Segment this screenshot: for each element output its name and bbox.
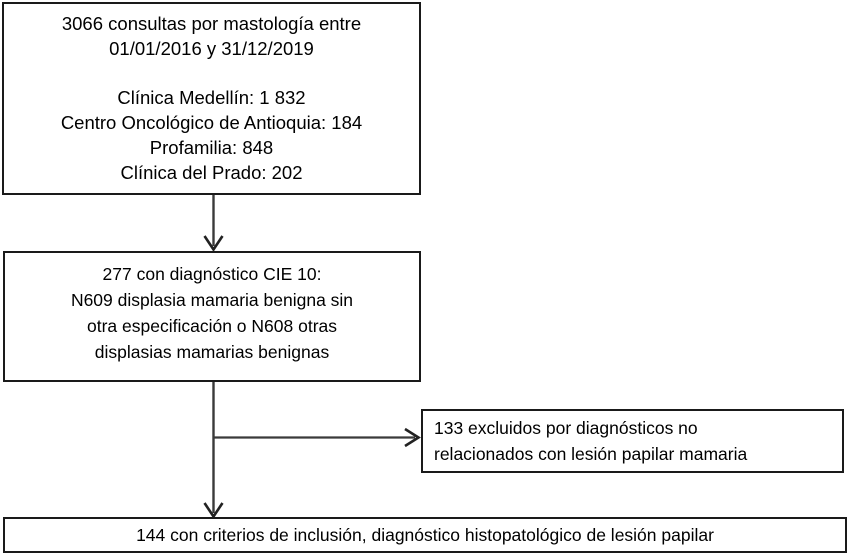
source-header-line-1: 3066 consultas por mastología entre: [61, 12, 362, 34]
spacer: [14, 61, 409, 85]
source-site-clinica-medellin: Clínica Medellín: 1 832: [117, 86, 306, 108]
source-site-clinica-del-prado: Clínica del Prado: 202: [120, 161, 303, 183]
cie-line-1: 277 con diagnóstico CIE 10:: [102, 263, 322, 284]
included-text: 144 con criterios de inclusión, diagnóstico histopatológico de lesión papilar: [136, 525, 714, 545]
excluded-line-2: relacionados con lesión papilar mamaria: [434, 444, 748, 464]
edge-cie-to-included: [205, 382, 223, 517]
cie10-diagnosis-box: [3, 251, 421, 382]
cie-line-3: otra especificación o N608 otras: [87, 315, 337, 336]
excluded-box: [421, 409, 844, 473]
cie-line-2: N609 displasia mamaria benigna sin: [70, 289, 354, 310]
source-site-profamilia: Profamilia: 848: [149, 136, 274, 158]
included-box: [3, 517, 847, 553]
excluded-line-1: 133 excluidos por diagnósticos no: [434, 418, 698, 438]
cie-line-4: displasias mamarias benignas: [94, 341, 330, 362]
edge-source-to-cie: [205, 195, 223, 250]
source-header-line-2: 01/01/2016 y 31/12/2019: [109, 37, 314, 59]
source-site-centro-oncologico: Centro Oncológico de Antioquia: 184: [60, 111, 363, 133]
edge-cie-to-excluded: [214, 429, 419, 446]
source-consultations-box: [2, 2, 421, 195]
